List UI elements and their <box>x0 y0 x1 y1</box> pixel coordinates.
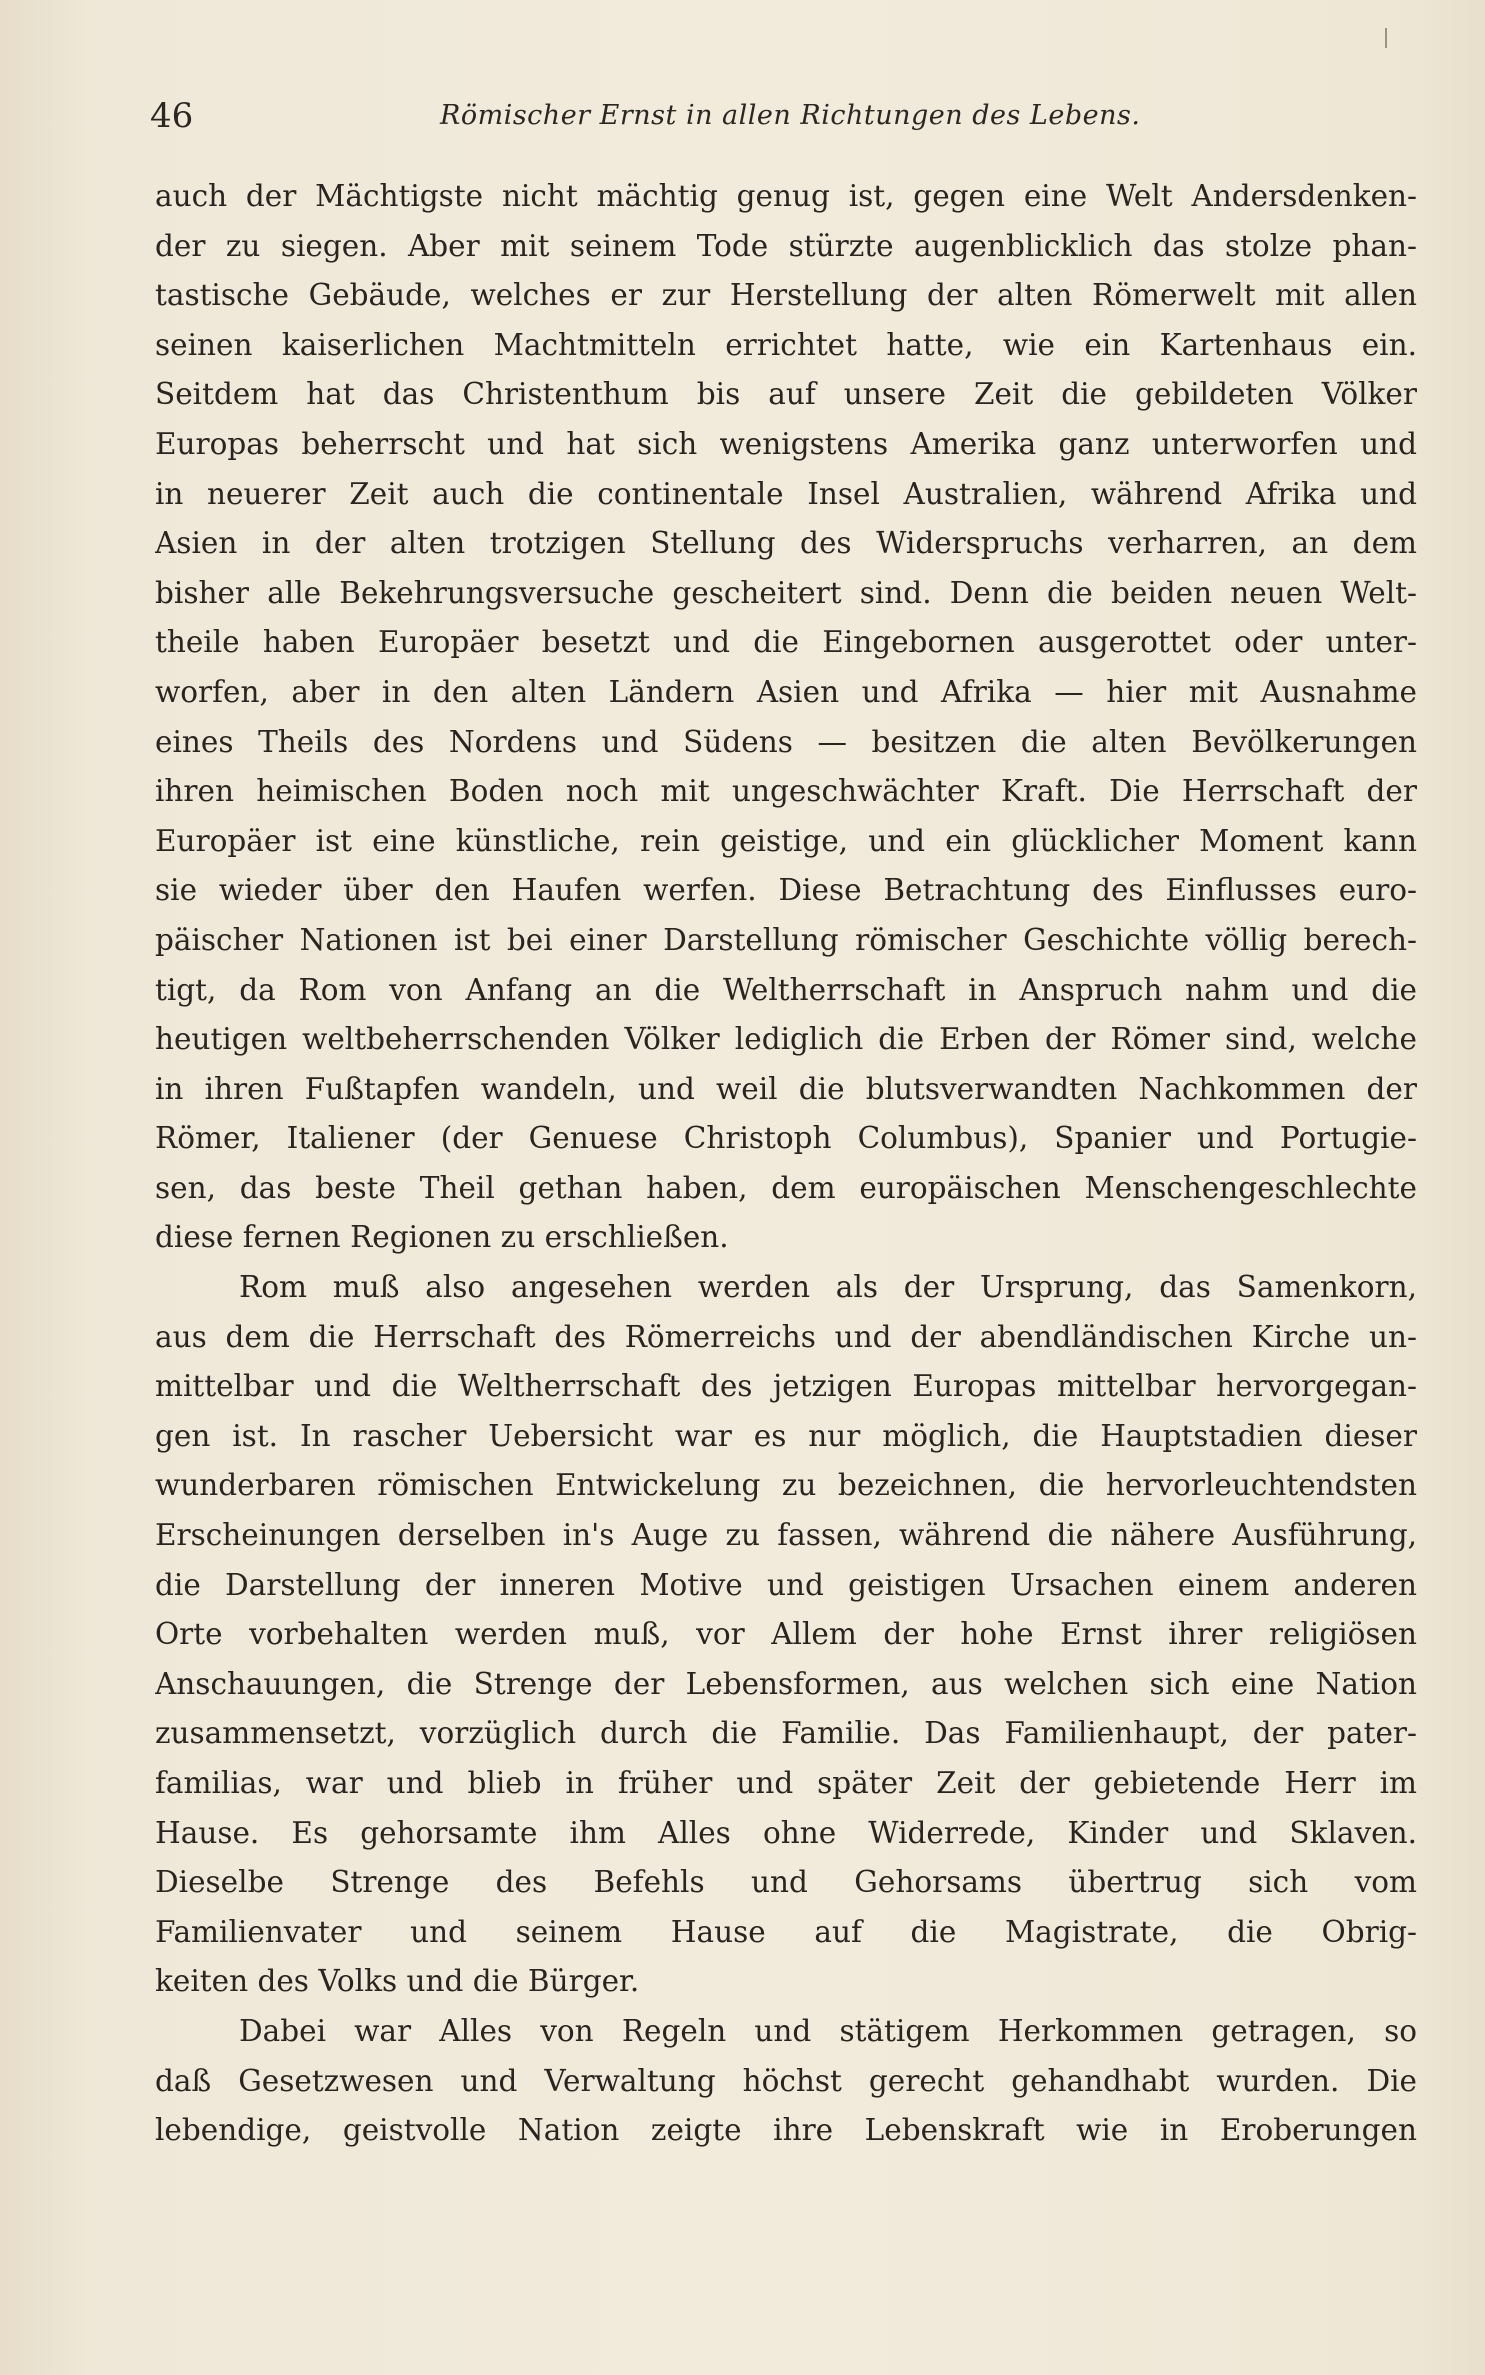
text-line: Europäer ist eine künstliche, rein geistige, und ein glücklicher Moment kann <box>155 823 1417 858</box>
text-line: sie wieder über den Haufen werfen. Diese Betrachtung des Einflusses euro- <box>155 873 1417 908</box>
text-line: Europas beherrscht und hat sich wenigstens Amerika ganz unterworfen und <box>155 426 1417 461</box>
page-number: 46 <box>150 96 194 136</box>
text-line: familias, war und blieb in früher und später Zeit der gebietende Herr im <box>155 1766 1417 1800</box>
body-text <box>155 172 1417 2156</box>
text-line: gen ist. In rascher Uebersicht war es nur möglich, die Hauptstadien dieser <box>155 1418 1417 1453</box>
running-head: Römischer Ernst in allen Richtungen des Lebens. <box>440 100 1141 131</box>
text-line: tastische Gebäude, welches er zur Herstellung der alten Römerwelt mit allen <box>155 278 1417 313</box>
text-line: keiten des Volks und die Bürger. <box>155 1964 640 1999</box>
text-line: aus dem die Herrschaft des Römerreichs und der abendländischen Kirche un- <box>155 1319 1417 1354</box>
text-line: der zu siegen. Aber mit seinem Tode stürzte augenblicklich das stolze phan- <box>155 228 1417 263</box>
paragraph-3 <box>155 2007 1417 2156</box>
text-line: in ihren Fußtapfen wandeln, und weil die blutsverwandten Nachkommen der <box>155 1071 1417 1106</box>
margin-mark <box>1385 28 1387 48</box>
text-line: die Darstellung der inneren Motive und geistigen Ursachen einem anderen <box>155 1567 1417 1602</box>
text-line: sen, das beste Theil gethan haben, dem europäischen Menschengeschlechte <box>155 1170 1417 1205</box>
text-line: Dabei war Alles von Regeln und stätigem Herkommen getragen, so <box>239 2013 1417 2048</box>
text-line: wunderbaren römischen Entwickelung zu bezeichnen, die hervorleuchtendsten <box>155 1468 1417 1503</box>
text-line: theile haben Europäer besetzt und die Eingebornen ausgerottet oder unter- <box>155 625 1417 660</box>
text-line: seinen kaiserlichen Machtmitteln errichtet hatte, wie ein Kartenhaus ein. <box>155 327 1417 362</box>
text-line: tigt, da Rom von Anfang an die Weltherrschaft in Anspruch nahm und die <box>155 972 1417 1007</box>
text-line: daß Gesetzwesen und Verwaltung höchst gerecht gehandhabt wurden. Die <box>155 2063 1417 2098</box>
text-line: auch der Mächtigste nicht mächtig genug ist, gegen eine Welt Andersdenken- <box>155 179 1417 213</box>
text-line: heutigen weltbeherrschenden Völker lediglich die Erben der Römer sind, welche <box>155 1022 1417 1057</box>
text-line: eines Theils des Nordens und Südens — besitzen die alten Bevölkerungen <box>155 724 1417 759</box>
text-line: ihren heimischen Boden noch mit ungeschwächter Kraft. Die Herrschaft der <box>155 774 1417 809</box>
text-line: mittelbar und die Weltherrschaft des jetzigen Europas mittelbar hervorgegan- <box>155 1369 1417 1404</box>
text-line: Dieselbe Strenge des Befehls und Gehorsams übertrug sich vom <box>155 1865 1417 1900</box>
text-line: zusammensetzt, vorzüglich durch die Familie. Das Familienhaupt, der pater- <box>155 1716 1417 1751</box>
text-line: Familienvater und seinem Hause auf die Magistrate, die Obrig- <box>155 1914 1417 1949</box>
text-line: Seitdem hat das Christenthum bis auf unsere Zeit die gebildeten Völker <box>155 377 1417 412</box>
paragraph-1 <box>155 172 1417 1263</box>
paragraph-2 <box>155 1263 1417 2007</box>
text-line: diese fernen Regionen zu erschließen. <box>155 1220 729 1255</box>
text-line: worfen, aber in den alten Ländern Asien und Afrika — hier mit Ausnahme <box>155 674 1417 709</box>
text-line: Erscheinungen derselben in's Auge zu fassen, während die nähere Ausführung, <box>155 1518 1417 1553</box>
page-header <box>150 96 1420 146</box>
text-line: in neuerer Zeit auch die continentale Insel Australien, während Afrika und <box>155 476 1417 511</box>
text-line: lebendige, geistvolle Nation zeigte ihre Lebenskraft wie in Eroberungen <box>155 2113 1417 2148</box>
text-line: Römer, Italiener (der Genuese Christoph Columbus), Spanier und Portugie- <box>155 1121 1417 1156</box>
text-line: Anschauungen, die Strenge der Lebensformen, aus welchen sich eine Nation <box>155 1666 1417 1701</box>
text-line: päischer Nationen ist bei einer Darstellung römischer Geschichte völlig berech- <box>155 922 1417 957</box>
text-line: Hause. Es gehorsamte ihm Alles ohne Widerrede, Kinder und Sklaven. <box>155 1815 1417 1850</box>
text-line: Orte vorbehalten werden muß, vor Allem der hohe Ernst ihrer religiösen <box>155 1617 1417 1652</box>
text-line: bisher alle Bekehrungsversuche gescheitert sind. Denn die beiden neuen Welt- <box>155 575 1417 610</box>
text-line: Asien in der alten trotzigen Stellung des Widerspruchs verharren, an dem <box>155 526 1417 561</box>
text-line: Rom muß also angesehen werden als der Ursprung, das Samenkorn, <box>239 1270 1417 1305</box>
